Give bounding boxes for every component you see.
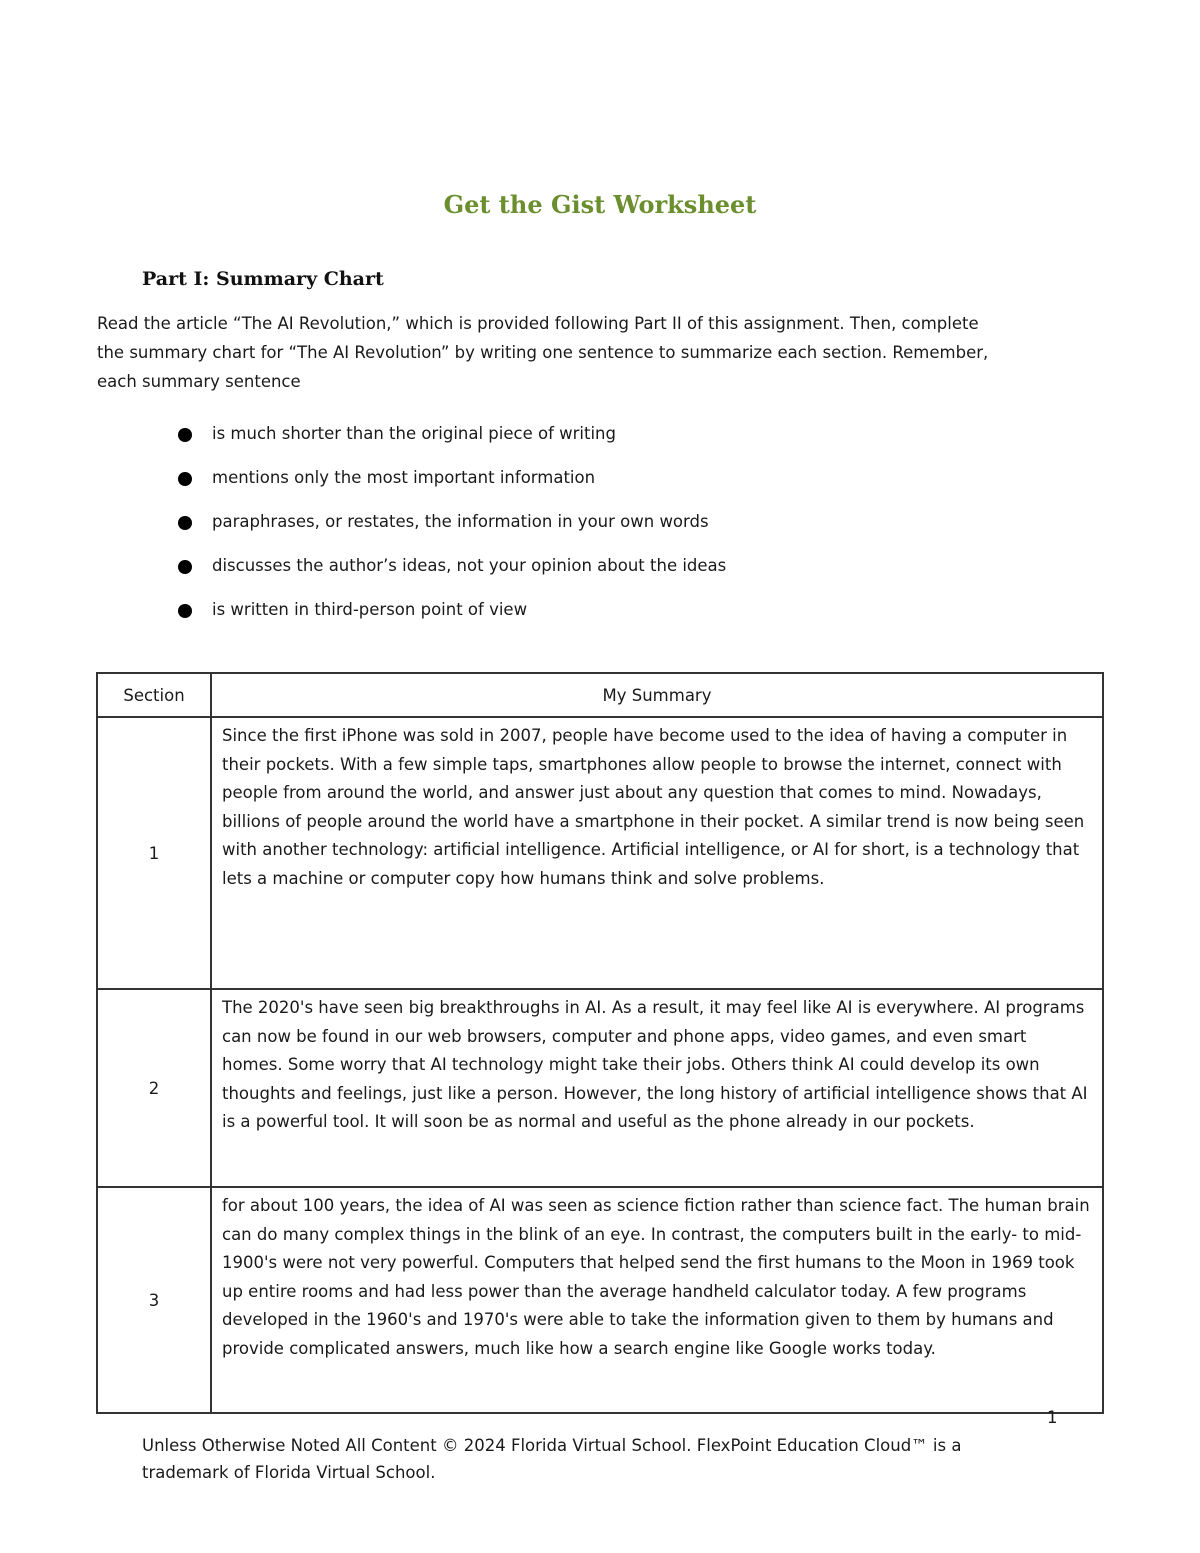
footer-line: Unless Otherwise Noted All Content © 2024 Florida Virtual School. FlexPoint Education Cloud™ is a	[142, 1436, 962, 1455]
table-row	[97, 989, 1103, 1187]
criteria-item	[176, 596, 726, 640]
criteria-text: is written in third-person point of view	[212, 600, 528, 619]
criteria-item	[176, 464, 726, 508]
criteria-text: is much shorter than the original piece of writing	[212, 424, 616, 443]
criteria-item	[176, 420, 726, 464]
criteria-text: paraphrases, or restates, the information in your own words	[212, 512, 709, 531]
bullet-dot-icon	[178, 604, 192, 618]
table-row	[97, 717, 1103, 989]
summary-chart-table	[96, 672, 1104, 1414]
summary-cell[interactable]: Since the first iPhone was sold in 2007, people have become used to the idea of having a computer in their pockets. With a few simple taps, smartphones allow people to browse the internet, connect with people from around the world, and answer just about any question that comes to mind. Nowadays, billions of people around the world have a smartphone in their pocket. A similar trend is now being seen with another technology: artificial intelligence. Artificial intelligence, or AI for short, is a technology that lets a machine or computer copy how humans think and solve problems.	[211, 717, 1103, 989]
footer-line: trademark of Florida Virtual School.	[142, 1463, 436, 1482]
bullet-dot-icon	[178, 560, 192, 574]
page-number: 1	[1047, 1408, 1058, 1427]
criteria-item	[176, 552, 726, 596]
criteria-text: mentions only the most important information	[212, 468, 596, 487]
instructions-line: Read the article “The AI Revolution,” which is provided following Part II of this assignment. Then, complete	[97, 314, 979, 333]
bullet-dot-icon	[178, 428, 192, 442]
copyright-footer	[142, 1432, 1042, 1486]
criteria-text: discusses the author’s ideas, not your opinion about the ideas	[212, 556, 727, 575]
instructions-line: the summary chart for “The AI Revolution” by writing one sentence to summarize each section. Remember,	[97, 343, 989, 362]
summary-column-header: My Summary	[211, 673, 1103, 717]
section-number: 3	[97, 1187, 211, 1413]
bullet-dot-icon	[178, 472, 192, 486]
summary-cell[interactable]: The 2020's have seen big breakthroughs in AI. As a result, it may feel like AI is everywhere. AI programs can now be found in our web browsers, computer and phone apps, video games, and even smart homes. Some worry that AI technology might take their jobs. Others think AI could develop its own thoughts and feelings, just like a person. However, the long history of artificial intelligence shows that AI is a powerful tool. It will soon be as normal and useful as the phone already in our pockets.	[211, 989, 1103, 1187]
instructions-paragraph	[97, 309, 1057, 396]
summary-cell[interactable]: for about 100 years, the idea of AI was seen as science fiction rather than science fact. The human brain can do many complex things in the blink of an eye. In contrast, the computers built in the early- to mid-1900's were not very powerful. Computers that helped send the first humans to the Moon in 1969 took up entire rooms and had less power than the average handheld calculator today. A few programs developed in the 1960's and 1970's were able to take the information given to them by humans and provide complicated answers, much like how a search engine like Google works today.	[211, 1187, 1103, 1413]
table-row	[97, 1187, 1103, 1413]
worksheet-title: Get the Gist Worksheet	[443, 190, 757, 219]
table-header-row	[97, 673, 1103, 717]
bullet-dot-icon	[178, 516, 192, 530]
summary-criteria-list	[176, 420, 726, 640]
criteria-item	[176, 508, 726, 552]
section-number: 1	[97, 717, 211, 989]
section-number: 2	[97, 989, 211, 1187]
instructions-line: each summary sentence	[97, 372, 301, 391]
section-column-header: Section	[97, 673, 211, 717]
part-heading: Part I: Summary Chart	[142, 268, 384, 290]
